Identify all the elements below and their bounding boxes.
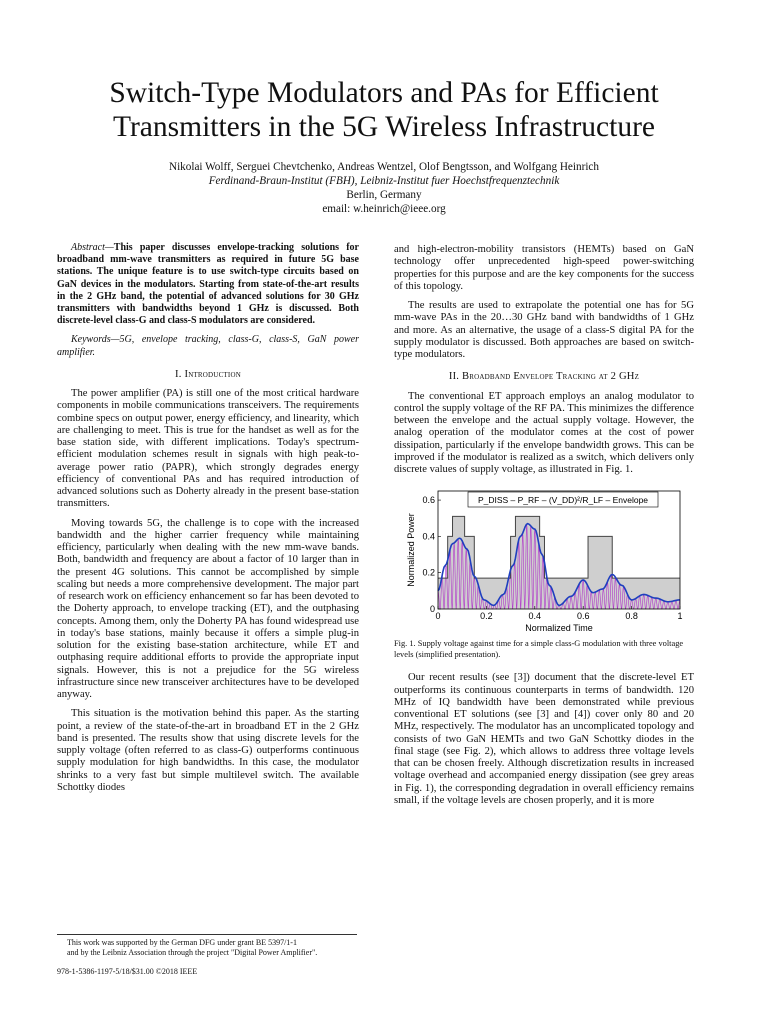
x-tick-label: 1 bbox=[677, 611, 683, 622]
x-tick-label: 0 bbox=[435, 611, 441, 622]
footnote-line-1: This work was supported by the German DFG under grant BE 5397/1-1 bbox=[67, 938, 297, 947]
email: email: w.heinrich@ieee.org bbox=[322, 203, 446, 215]
supply-voltage-chart bbox=[394, 483, 694, 633]
intro-paragraph-3: This situation is the motivation behind this paper. As the starting point, a review of the state-of-the-art in broadband ET in the 2 GHz band is presented. The results show that using discrete levels for the supply voltage (often referred to as class-G) outperforms continuous supply modulation for high bandwidths. In this case, the modulator shrinks to a very fast but simple multilevel switch. The available Schottky diodes bbox=[57, 708, 359, 793]
copyright-notice: 978-1-5386-1197-5/18/$31.00 ©2018 IEEE bbox=[57, 967, 198, 976]
y-axis-label: Normalized Power bbox=[406, 513, 416, 588]
intro-paragraph-2: Moving towards 5G, the challenge is to cope with the increased bandwidth and the higher carrier frequency while maintaining efficiency, particularly when dealing with the new mm-wave bands. Both, bandwidth and frequency are about a factor of 10 larger than in the present 4G solutions. This cannot be accomplished by simple scaling but needs a more comprehensive development. The major part of research work on efficiency enhancement so far has been devoted to the Doherty approach, to envelope tracking (ET), and the outphasing concepts. Among them, only the Doherty PA has found widespread use in today's base stations, mainly because it offers a simple plug-in solution for the existing base-station architecture, while ET and outphasing require additional efforts to provide the appropriate input signals. However, this is not a prejudice for the 5G wireless infrastructure since new transceiver architectures have to be developed anyway. bbox=[57, 517, 359, 701]
et-paragraph-1: The conventional ET approach employs an analog modulator to control the supply voltage of the RF PA. This minimizes the difference between the envelope and the actual supply voltage. However, the analog operation of the modulator comes at the cost of power dissipation, particularly if the envelope bandwidth grows. This can be improved if the modulator is realized as a switch, which delivers only discrete values of supply voltage, as illustrated in Fig. 1. bbox=[394, 390, 694, 475]
et-paragraph-2: Our recent results (see [3]) document that the discrete-level ET outperforms its continuous counterparts in terms of bandwidth. 120 MHz of IQ bandwidth have been demonstrated while previous conventional ET solutions (see [3] and [4]) cover only 80 and 20 MHz, respectively. The modulator has an uncomplicated topology and consists of two GaN HEMTs and two GaN Schottky diodes in the final stage (see Fig. 2), which allows to address three voltage levels that can be chosen freely. Although discretization results in increased voltage overhead and accompanied energy dissipation (see grey areas in Fig. 1), the corresponding degradation in overall efficiency remains small, if the voltage levels are chosen properly, and it is more bbox=[394, 672, 694, 806]
right-column bbox=[394, 244, 694, 814]
intro-paragraph-1: The power amplifier (PA) is still one of the most critical hardware components in mobile communications transceivers. The requirements combine specs on output power, energy efficiency, and linearity, which are challenging to meet. This is true for the handset as well as for the base station side, with different implications. Today's spectrum-efficient modulation schemes result in signals with high peak-to-average power ratio (PAPR), which strongly degrades energy efficiency of conventional PAs and has required introduction of advanced solutions such as Doherty already in the present base-station transmitters. bbox=[57, 388, 359, 510]
abstract-lead: Abstract— bbox=[71, 242, 114, 253]
y-tick-label: 0.4 bbox=[422, 531, 435, 542]
x-tick-label: 0.6 bbox=[576, 611, 590, 622]
keywords: Keywords—5G, envelope tracking, class-G, class-S, GaN power amplifier. bbox=[57, 334, 359, 358]
abstract bbox=[57, 242, 359, 327]
figure-1 bbox=[394, 483, 694, 633]
author-names: Nikolai Wolff, Serguei Chevtchenko, Andreas Wentzel, Olof Bengtsson, and Wolfgang Heinrich bbox=[168, 161, 599, 173]
x-tick-label: 0.4 bbox=[528, 611, 542, 622]
supply-voltage-series bbox=[438, 517, 680, 579]
section-heading-broadband-et: II. Broadband Envelope Tracking at 2 GHz bbox=[448, 371, 640, 383]
x-axis-label: Normalized Time bbox=[525, 623, 593, 634]
footnote-line-2: and by the Leibniz Association through the project "Digital Power Amplifier". bbox=[67, 948, 318, 957]
section-heading-introduction: I. Introduction bbox=[175, 368, 241, 380]
intro-continued-paragraph: and high-electron-mobility transistors (HEMTs) based on GaN technology offer unprecedented high-speed power-switching properties for this purpose and are the key components for the success of this topology. bbox=[394, 244, 694, 292]
legend-text: P_DISS – P_RF – (V_DD)²/R_LF – Envelope bbox=[477, 495, 649, 506]
y-tick-label: 0.2 bbox=[422, 567, 435, 578]
funding-footnote bbox=[57, 938, 367, 958]
affiliation: Ferdinand-Braun-Institut (FBH), Leibniz-Institut fuer Hoechstfrequenztechnik bbox=[208, 175, 560, 187]
footnote-rule bbox=[57, 934, 357, 935]
intro-paragraph-4: The results are used to extrapolate the potential one has for 5G mm-wave PAs in the 20…30 GHz band with bandwidths of 1 GHz and more. As an alternative, the usage of a class-S digital PA for the supply modulator is discussed. Both approaches are based on switch-type modulators. bbox=[394, 300, 694, 360]
abstract-text: This paper discusses envelope-tracking solutions for broadband mm-wave transmitters as required in future 5G base stations. The unique feature is to use switch-type circuits based on GaN devices in the modulators. Starting from state-of-the-art results in the 2 GHz band, the potential of advanced solutions for 30 GHz transmitters with bandwidths beyond 1 GHz is discussed. Both discrete-level class-G and class-S modulators are considered. bbox=[57, 242, 359, 327]
title-line-2: Transmitters in the 5G Wireless Infrastructure bbox=[113, 111, 655, 143]
x-tick-label: 0.8 bbox=[625, 611, 638, 622]
author-block bbox=[40, 160, 728, 216]
location: Berlin, Germany bbox=[346, 189, 422, 201]
left-column bbox=[57, 242, 359, 801]
y-tick-label: 0.6 bbox=[422, 495, 435, 506]
x-tick-label: 0.2 bbox=[480, 611, 493, 622]
y-tick-label: 0 bbox=[429, 604, 435, 615]
figure-1-caption: Fig. 1. Supply voltage against time for a simple class-G modulation with three voltage levels (simplified presentation). bbox=[394, 639, 684, 659]
paper-title bbox=[40, 76, 728, 144]
title-line-1: Switch-Type Modulators and PAs for Efficient bbox=[109, 77, 659, 109]
